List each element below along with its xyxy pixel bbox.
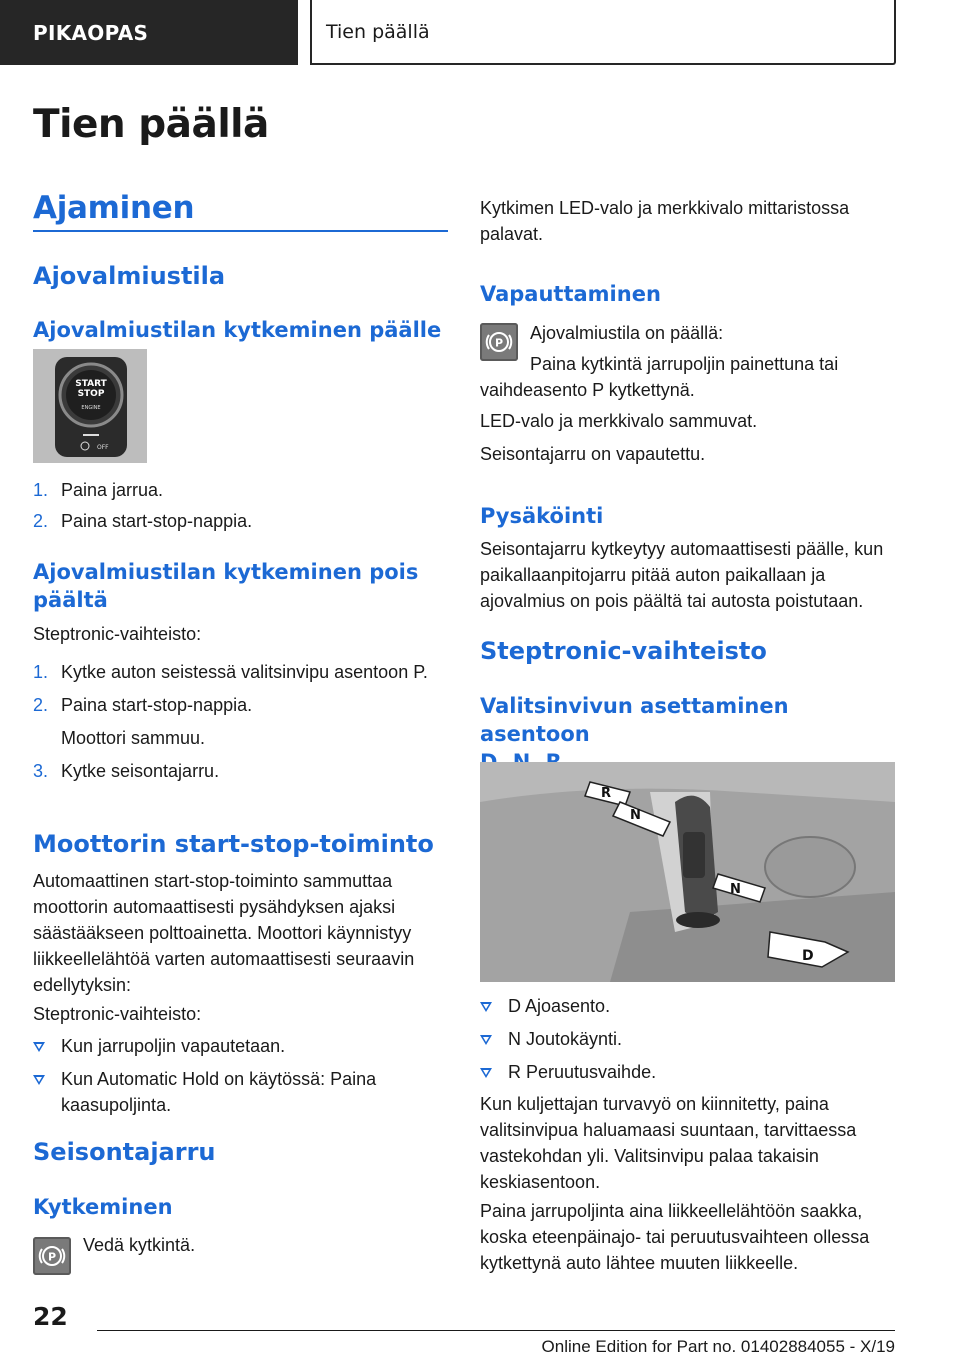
pysakointi-text: Seisontajarru kytkeytyy automaattisesti päälle, kun paikallaanpitojarru pitää auton paikallaan ja ajovalmius on pois päältä tai autosta poistutaan. xyxy=(480,539,884,611)
page-number: 22 xyxy=(33,1302,68,1331)
off-label: OFF xyxy=(97,444,109,451)
heading-ajovalmiustila-on: Ajovalmiustilan kytkeminen päälle xyxy=(33,318,442,342)
kytkeminen-text: Vedä kytkintä. xyxy=(83,1235,196,1255)
step-number: 2. xyxy=(33,511,49,531)
step-text: Kytke auton seistessä valitsinvipu asentoon P. xyxy=(61,662,428,682)
parking-brake-icon xyxy=(33,1237,71,1275)
footer-edition: Online Edition for Part no. 01402884055 - X/19 xyxy=(541,1337,895,1356)
list-item xyxy=(33,1033,448,1059)
bullet-text: D Ajoasento. xyxy=(508,996,611,1016)
step-number: 2. xyxy=(33,695,49,715)
list-item xyxy=(33,659,448,685)
heading-valitsin-line1: Valitsinvivun asettaminen asentoon xyxy=(480,694,789,746)
heading-ajaminen: Ajaminen xyxy=(33,190,195,226)
heading-seisontajarru: Seisontajarru xyxy=(33,1138,216,1166)
heading-kytkeminen: Kytkeminen xyxy=(33,1195,173,1219)
step-subtext: Moottori sammuu. xyxy=(61,728,206,748)
bullet-text: Kun jarrupoljin vapautetaan. xyxy=(61,1036,286,1056)
start-stop-bullets xyxy=(33,1033,448,1118)
list-item xyxy=(33,692,448,751)
off-intro: Steptronic-vaihteisto: xyxy=(33,624,202,644)
list-item xyxy=(33,1066,441,1118)
breadcrumb-label: Tien päällä xyxy=(326,20,430,43)
gear-text1: Kun kuljettajan turvavyö on kiinnitetty, paina valitsinvipua haluamaasi suuntaan, tarvittaessa vastekohdan yli. Valitsinvipu palaa takaisin keskiasentoon. xyxy=(480,1094,857,1192)
triangle-bullet-icon xyxy=(480,1068,492,1078)
heading-steptronic: Steptronic-vaihteisto xyxy=(480,637,767,665)
off-steps-list xyxy=(33,659,448,784)
step-text: Paina start-stop-nappia. xyxy=(61,511,253,531)
section-ajaminen xyxy=(33,190,448,232)
gear-text2: Paina jarrupoljinta aina liikkeellelähtöön saakka, koska eteenpäinajo- tai peruutusvaihteen ollessa kytkettynä auto lähtee muuten liikkeelle. xyxy=(480,1201,870,1273)
heading-vapauttaminen: Vapauttaminen xyxy=(480,282,661,306)
svg-text:P: P xyxy=(494,336,504,350)
heading-rule xyxy=(33,230,448,232)
list-item xyxy=(480,993,895,1019)
step-number: 1. xyxy=(33,480,49,500)
gear-label-n2: N xyxy=(730,882,741,897)
list-item xyxy=(480,1026,895,1052)
heading-ajovalmiustila: Ajovalmiustila xyxy=(33,262,226,290)
gear-label-r: R xyxy=(601,786,612,801)
engine-label: ENGINE xyxy=(81,405,101,411)
triangle-bullet-icon xyxy=(480,1002,492,1012)
svg-text:P: P xyxy=(47,1250,57,1264)
vap-led: LED-valo ja merkkivalo sammuvat. xyxy=(480,411,758,431)
heading-off-line2: päältä xyxy=(33,588,108,612)
stop-label: STOP xyxy=(77,389,105,399)
step-text: Kytke seisontajarru. xyxy=(61,761,220,781)
gear-bullets xyxy=(480,993,895,1085)
step-number: 3. xyxy=(33,761,49,781)
heading-off-line1: Ajovalmiustilan kytkeminen pois xyxy=(33,560,419,584)
vap-line2: Paina kytkintä jarrupoljin painettuna tai vaihdeasento P kytkettynä. xyxy=(480,354,839,400)
list-item xyxy=(33,508,448,534)
step-number: 1. xyxy=(33,662,49,682)
led-text: Kytkimen LED-valo ja merkkivalo mittaristossa palavat. xyxy=(480,198,850,244)
heading-pysakointi: Pysäköinti xyxy=(480,504,604,528)
start-stop-intro: Steptronic-vaihteisto: xyxy=(33,1004,202,1024)
list-item xyxy=(480,1059,895,1085)
gear-label-d: D xyxy=(802,948,814,964)
heading-ajovalmiustila-off xyxy=(33,558,448,614)
heading-start-stop: Moottorin start-stop-toiminto xyxy=(33,830,434,858)
step-text: Paina jarrua. xyxy=(61,480,164,500)
start-label: START xyxy=(75,379,107,389)
step-text: Paina start-stop-nappia. xyxy=(61,695,253,715)
bullet-text: N Joutokäynti. xyxy=(508,1029,623,1049)
vap-released: Seisontajarru on vapautettu. xyxy=(480,444,706,464)
on-steps-list xyxy=(33,477,448,534)
list-item xyxy=(33,758,448,784)
header-section-label: PIKAOPAS xyxy=(33,20,149,45)
gear-label-n: N xyxy=(630,808,641,823)
bullet-text: R Peruutusvaihde. xyxy=(508,1062,657,1082)
triangle-bullet-icon xyxy=(480,1035,492,1045)
page-title: Tien päällä xyxy=(33,102,269,147)
vap-line1: Ajovalmiustila on päällä: xyxy=(530,323,724,343)
gear-selector-image xyxy=(480,762,895,982)
footer-divider xyxy=(97,1330,895,1331)
bullet-text: Kun Automatic Hold on käytössä: Paina kaasupoljinta. xyxy=(61,1069,377,1115)
triangle-bullet-icon xyxy=(33,1075,45,1085)
list-item xyxy=(33,477,448,503)
triangle-bullet-icon xyxy=(33,1042,45,1052)
header-breadcrumb xyxy=(312,0,896,65)
start-stop-button-image xyxy=(33,349,147,463)
start-stop-text: Automaattinen start-stop-toiminto sammuttaa moottorin automaattisesti pysähdyksen ajaksi säästääkseen polttoainetta. Moottori käynnistyy liikkeellelähtöä varten automaattisesti seuraavin edellytyksin: xyxy=(33,871,415,995)
header-section-tab xyxy=(0,0,298,65)
